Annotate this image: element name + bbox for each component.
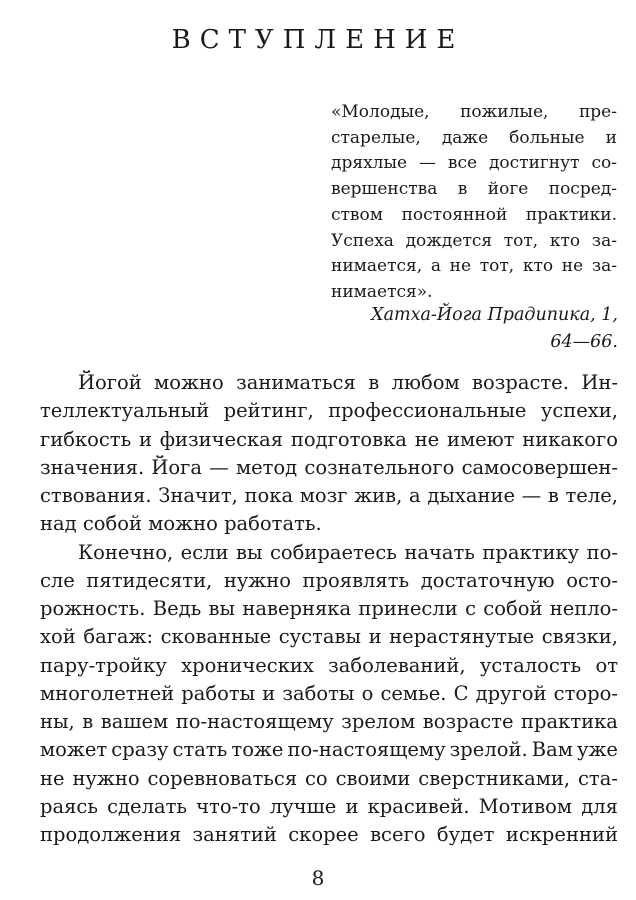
body-text [40, 369, 618, 849]
word: а [409, 484, 421, 507]
word: не [414, 427, 440, 451]
word: и [138, 427, 152, 451]
text-line [40, 567, 618, 595]
word: продолжения [40, 823, 182, 846]
word: теле, [565, 484, 618, 507]
word: имеют [447, 427, 515, 451]
text-line [40, 397, 618, 425]
word: будет [436, 823, 495, 846]
word: лучше [269, 794, 337, 818]
word: вы [208, 597, 236, 620]
word: йоге [487, 179, 529, 200]
epigraph-source [371, 302, 618, 356]
word: красивей. [367, 794, 470, 818]
word: в [82, 710, 94, 733]
word: С [453, 681, 469, 705]
word: сле [40, 568, 75, 592]
word: теллектуальный [40, 399, 210, 423]
word: — [521, 484, 542, 507]
word: больные [509, 127, 585, 148]
text-line [40, 482, 618, 510]
word: нужно [72, 766, 140, 790]
word: от [595, 653, 618, 677]
word: Ведь [152, 597, 202, 620]
word: профессиональные [328, 399, 527, 423]
text-line [40, 426, 618, 454]
word: пожилые, [460, 102, 549, 122]
epigraph [331, 100, 617, 306]
epigraph-line [331, 177, 617, 203]
word: Ин- [581, 371, 618, 394]
word: мозг [299, 484, 348, 507]
text-line [40, 793, 618, 821]
word: пару-тройку [40, 653, 167, 677]
word: собой [483, 597, 543, 620]
word: любом [391, 371, 460, 394]
word: заниматься [236, 371, 356, 394]
epigraph-line [331, 151, 617, 177]
word: со- [591, 153, 617, 174]
word: непло- [549, 597, 618, 620]
word: возрасте [422, 710, 514, 733]
word: Успеха [331, 230, 394, 251]
word: все [447, 153, 478, 174]
paragraph [40, 369, 618, 539]
word: о [361, 681, 374, 705]
word: ствования. [40, 484, 152, 507]
word: тот, [479, 256, 515, 277]
word: проявлять [302, 568, 410, 592]
word: за- [591, 256, 617, 277]
word: дряхлые [331, 153, 408, 174]
word: гибкость [40, 427, 132, 451]
text-line [40, 765, 618, 793]
text-line [40, 595, 618, 623]
word: хронических [181, 653, 314, 677]
word: осто- [566, 568, 618, 592]
word: сознательного [304, 455, 455, 479]
word: сверстниками, [418, 766, 571, 790]
word: с [465, 597, 476, 620]
word: по- [586, 540, 618, 564]
word: и [345, 794, 359, 818]
word: собой [82, 512, 143, 536]
word: за- [591, 230, 617, 251]
word: тот, [503, 230, 539, 251]
word: сделать [107, 794, 187, 818]
word: — [418, 153, 436, 174]
word: для [581, 794, 618, 818]
word: а [430, 256, 441, 277]
word: физическая [159, 427, 284, 451]
epigraph-line [331, 229, 617, 255]
word: пре- [578, 102, 617, 122]
word: не [449, 256, 472, 277]
word: связки, [541, 625, 618, 649]
word: в [457, 179, 468, 200]
text-line [40, 736, 618, 764]
word: никакого [522, 427, 618, 451]
word: Мотивом [478, 794, 573, 818]
word: можно [148, 512, 218, 536]
word: — [209, 455, 229, 479]
word: начать [404, 540, 475, 564]
word: принесли [358, 597, 458, 620]
word: сразу [111, 738, 169, 762]
word: дыхание [427, 484, 515, 507]
epigraph-line [331, 203, 617, 229]
word: достигнут [488, 153, 580, 174]
word: усталость [479, 653, 582, 677]
word: «Молодые, [331, 102, 430, 122]
word: рейтинг, [223, 399, 314, 423]
word: раясь [40, 794, 98, 818]
text-line [40, 454, 618, 482]
word: пока [244, 484, 294, 507]
word: если [180, 540, 229, 564]
word: Конечно, [78, 540, 174, 564]
word: зрелой. [449, 738, 528, 762]
word: искренний [505, 823, 618, 846]
word: старелые, [331, 127, 421, 148]
page-number: 8 [311, 866, 325, 890]
word: заболеваний, [328, 653, 466, 677]
word: практику [482, 540, 580, 564]
word: ны, [40, 710, 75, 733]
word: со [305, 766, 328, 790]
word: по-настоящему [287, 738, 446, 762]
word: метод [235, 455, 298, 479]
epigraph-line [331, 100, 617, 126]
word: всего [370, 823, 426, 846]
word: в [368, 371, 380, 394]
word: зрелом [341, 710, 416, 733]
epigraph-line [331, 254, 617, 280]
word: собираетесь [269, 540, 397, 564]
word: и [368, 625, 382, 649]
word: что-то [196, 794, 261, 818]
word: успехи, [540, 399, 618, 423]
text-line [40, 623, 618, 651]
word: пятидесяти, [86, 568, 213, 592]
word: сторо- [553, 681, 618, 705]
word: Йога [151, 455, 202, 479]
word: вершенства [331, 179, 438, 200]
word: постоянной [401, 204, 508, 225]
word: кто [549, 230, 581, 251]
word: по-настоящему [175, 710, 334, 733]
word: заботы [282, 681, 355, 705]
word: нерастянутые [389, 625, 535, 649]
word: работы [181, 681, 256, 705]
word: уже [576, 738, 618, 762]
text-line [40, 539, 618, 567]
word: нужно [223, 568, 291, 592]
word: скорее [288, 823, 359, 846]
text-line [40, 510, 618, 538]
word: и [262, 681, 276, 705]
word: практики. [525, 204, 617, 225]
word: Вам [531, 738, 573, 762]
chapter-title: ВСТУПЛЕНИЕ [171, 25, 465, 56]
epigraph-line [331, 126, 617, 152]
word: дождется [405, 230, 493, 251]
word: Йогой [78, 371, 142, 394]
text-line [40, 708, 618, 736]
word: можно [154, 371, 224, 394]
word: вашем [100, 710, 169, 733]
word: не [561, 256, 584, 277]
word: самосовершен- [461, 455, 618, 479]
text-line [40, 369, 618, 397]
word: другой [475, 681, 547, 705]
word: своими [335, 766, 411, 790]
word: кто [522, 256, 554, 277]
word: стать [172, 738, 228, 762]
epigraph-source-line: Хатха-Йога Прадипика, 1, [371, 305, 618, 325]
text-line [40, 680, 618, 708]
word: значения. [40, 455, 145, 479]
word: работать. [224, 512, 322, 536]
word: и [605, 127, 617, 148]
text-line [40, 821, 618, 849]
word: багаж: [83, 625, 154, 649]
word: хой [40, 625, 76, 649]
word: занятий [192, 823, 277, 846]
word: наверняка [242, 597, 352, 620]
word: семье. [380, 681, 447, 705]
word: достаточную [420, 568, 555, 592]
word: ста- [577, 766, 618, 790]
text-line [40, 652, 618, 680]
word: нимается, [331, 256, 423, 277]
word: возрасте. [472, 371, 569, 394]
word: в [547, 484, 559, 507]
word: над [40, 512, 77, 536]
word: суставы [278, 625, 361, 649]
word: соревноваться [147, 766, 298, 790]
epigraph-line-text: нимается». [331, 281, 433, 302]
word: ством [331, 204, 383, 225]
word: рожность. [40, 597, 146, 620]
word: не [40, 766, 65, 790]
word: подготовка [290, 427, 407, 451]
word: практика [521, 710, 618, 733]
word: тоже [231, 738, 284, 762]
paragraph [40, 539, 618, 850]
word: многолетней [40, 681, 175, 705]
word: посред- [548, 179, 617, 200]
word: Значит, [158, 484, 238, 507]
word: может [40, 738, 108, 762]
epigraph-source-line: 64—66. [550, 332, 618, 352]
word: жив, [354, 484, 403, 507]
word: даже [441, 127, 489, 148]
word: вы [236, 540, 263, 564]
word: скованные [160, 625, 272, 649]
